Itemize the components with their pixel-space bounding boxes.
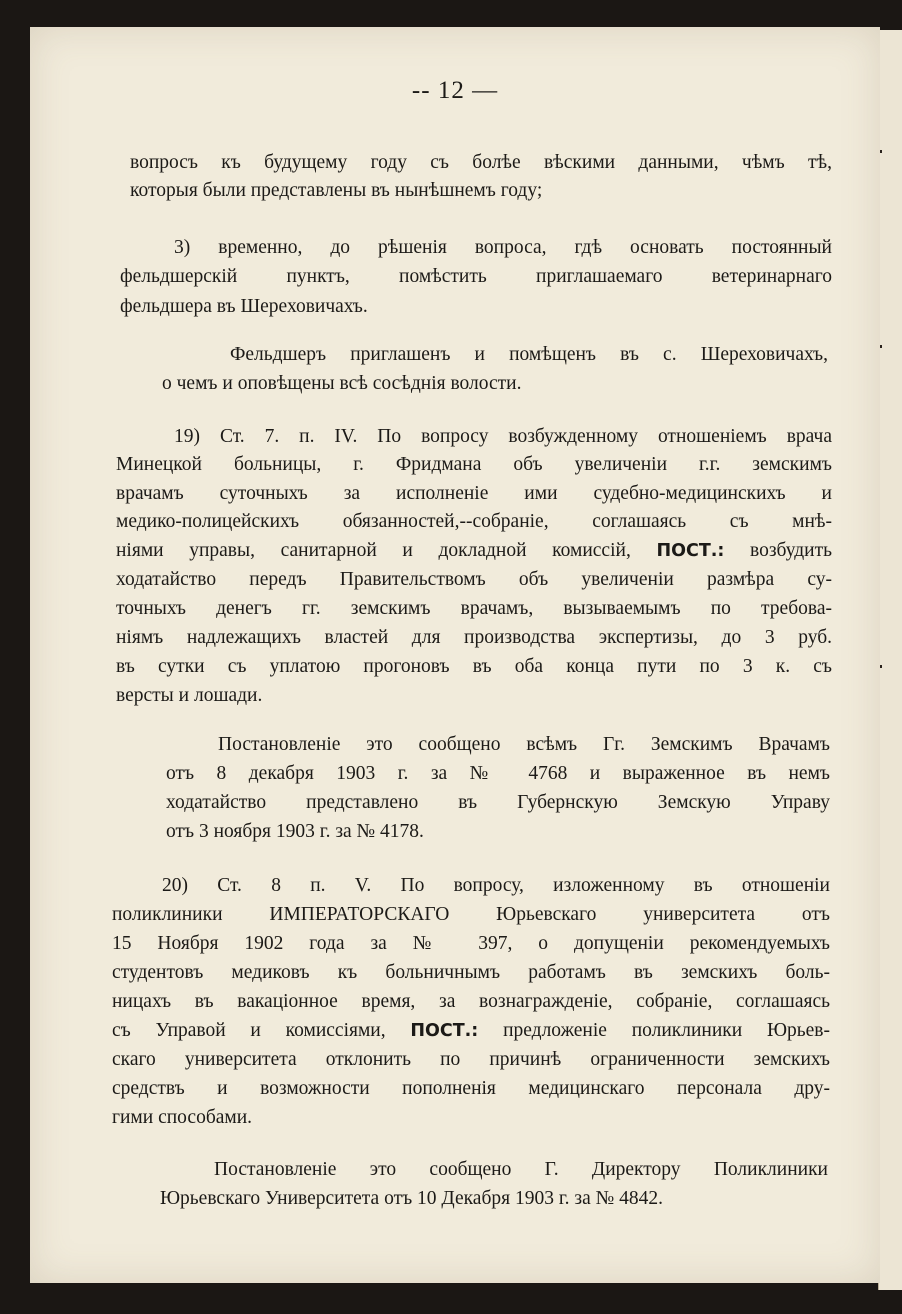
resolution-marker: ПОСТ.: [656, 541, 725, 561]
text-line: 3) временно, до рѣшенія вопроса, гдѣ основать постоянный [174, 237, 832, 258]
text-line: въ сутки съ уплатою прогоновъ въ оба конца пути по 3 к. съ [116, 656, 832, 677]
text-line: отъ 3 ноября 1903 г. за № 4178. [166, 821, 424, 842]
text-line: ніямъ надлежащихъ властей для производства экспертизы, до 3 руб. [116, 627, 832, 648]
text-line: средствъ и возможности пополненія медицинскаго персонала дру- [112, 1078, 830, 1099]
page-text [30, 27, 880, 1283]
text-line: скаго университета отклонить по причинѣ ограниченности земскихъ [112, 1049, 830, 1070]
text-line: вопросъ къ будущему году съ болѣе вѣскими данными, чѣмъ тѣ, [130, 152, 832, 173]
adjacent-page-edge [878, 30, 902, 1290]
text-fragment: возбудить [750, 540, 833, 561]
text-line: ходатайство представлено въ Губернскую Земскую Управу [166, 792, 830, 813]
text-line: медико-полицейскихъ обязанностей,--собраніе, соглашаясь съ мнѣ- [116, 511, 832, 532]
text-line: 19) Ст. 7. п. IV. По вопросу возбужденному отношеніемъ врача [174, 426, 832, 447]
resolution-marker: ПОСТ.: [410, 1021, 479, 1041]
text-line: 20) Ст. 8 п. V. По вопросу, изложенному въ отношеніи [162, 875, 830, 896]
document-page [30, 27, 880, 1283]
text-line: версты и лошади. [116, 685, 263, 706]
text-line: фельдшера въ Шереховичахъ. [120, 296, 368, 317]
text-fragment: предложеніе поликлиники Юрьев- [503, 1020, 830, 1041]
text-line: ходатайство передъ Правительствомъ объ увеличеніи размѣра су- [116, 569, 832, 590]
text-line-with-resolution [116, 539, 832, 563]
text-line: гими способами. [112, 1107, 253, 1128]
text-line: поликлиники ИМПЕРАТОРСКАГО Юрьевскаго университета отъ [112, 904, 830, 925]
text-line: 15 Ноября 1902 года за № 397, о допущеніи рекомендуемыхъ [112, 933, 830, 954]
text-line: ницахъ въ вакаціонное время, за вознагражденіе, собраніе, соглашаясь [112, 991, 830, 1012]
text-fragment: съ Управой и комиссіями, [112, 1020, 386, 1041]
text-line: студентовъ медиковъ къ больничнымъ работамъ въ земскихъ боль- [112, 962, 830, 983]
text-line: точныхъ денегъ гг. земскимъ врачамъ, вызываемымъ по требова- [116, 598, 832, 619]
text-line: врачамъ суточныхъ за исполненіе ими судебно-медицинскихъ и [116, 483, 832, 504]
text-line: о чемъ и оповѣщены всѣ сосѣднія волости. [162, 373, 522, 394]
text-line-with-resolution [112, 1019, 830, 1043]
text-line: Постановленіе это сообщено Г. Директору Поликлиники [214, 1159, 828, 1180]
text-line: Юрьевскаго Университета отъ 10 Декабря 1903 г. за № 4842. [160, 1188, 663, 1209]
text-line: отъ 8 декабря 1903 г. за № 4768 и выраженное въ немъ [166, 763, 830, 784]
text-line: фельдшерскій пунктъ, помѣстить приглашаемаго ветеринарнаго [120, 266, 832, 287]
text-line: которыя были представлены въ нынѣшнемъ году; [130, 180, 543, 201]
text-line: Фельдшеръ приглашенъ и помѣщенъ въ с. Шереховичахъ, [230, 344, 828, 365]
page-number: -- 12 — [411, 77, 499, 104]
text-fragment: ніями управы, санитарной и докладной комиссій, [116, 540, 631, 561]
text-line: Минецкой больницы, г. Фридмана объ увеличеніи г.г. земскимъ [116, 454, 832, 475]
text-line: Постановленіе это сообщено всѣмъ Гг. Земскимъ Врачамъ [218, 734, 830, 755]
